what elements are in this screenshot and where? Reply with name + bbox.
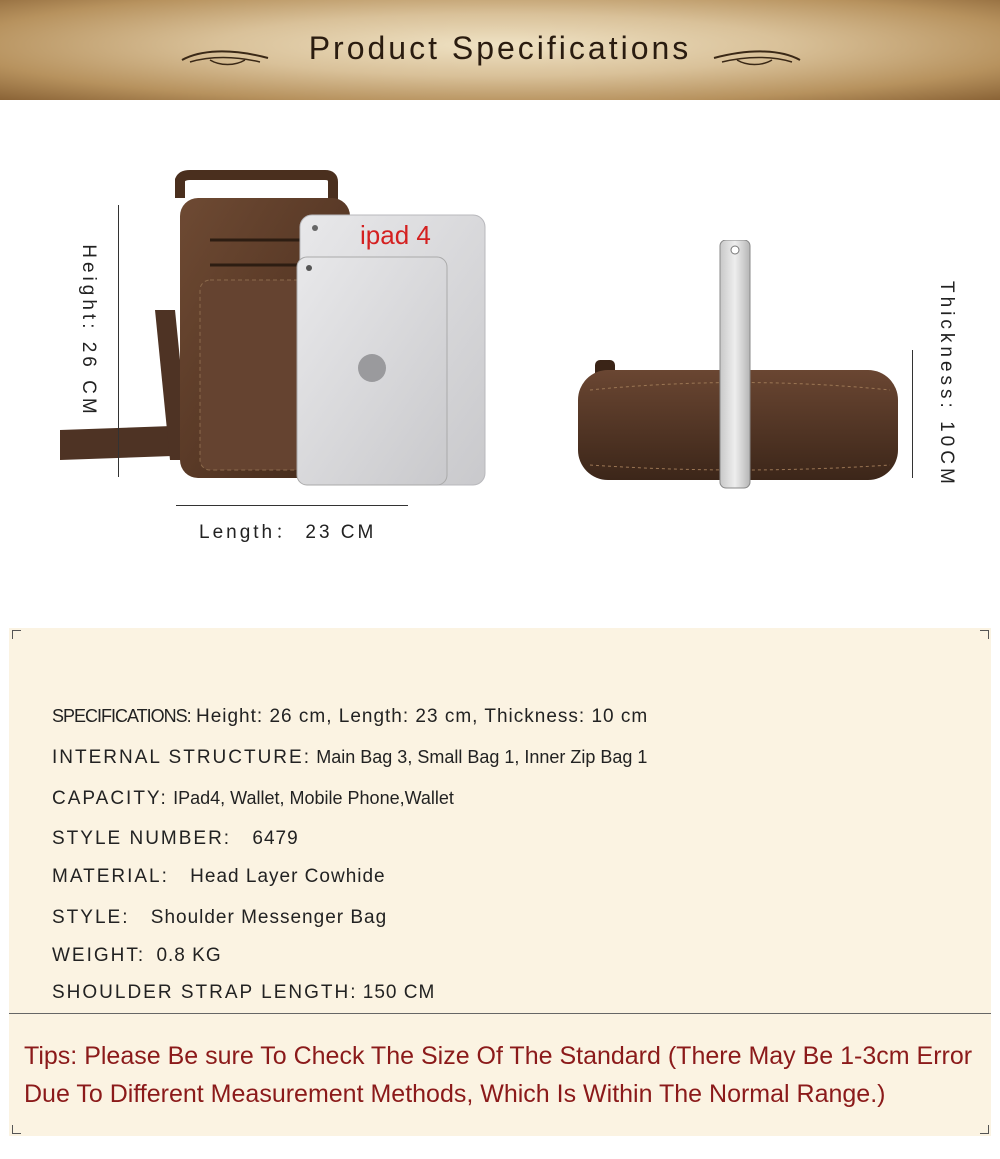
height-label: Height: 26 CM bbox=[78, 244, 99, 418]
spec-key: SHOULDER STRAP LENGTH: bbox=[52, 982, 358, 1003]
spec-value: 150 CM bbox=[362, 982, 436, 1003]
corner-mark-icon bbox=[12, 630, 21, 639]
spec-row-shoulder-strap-length bbox=[52, 982, 435, 1004]
spec-value: Main Bag 3, Small Bag 1, Inner Zip Bag 1 bbox=[316, 747, 648, 767]
spec-key: STYLE: bbox=[52, 907, 130, 928]
length-label: Length： 23 CM bbox=[199, 522, 377, 543]
spec-value: Height: 26 cm, Length: 23 cm, Thickness: 10 cm bbox=[195, 706, 649, 727]
spec-value: 0.8 KG bbox=[156, 945, 222, 966]
spec-value: 6479 bbox=[252, 828, 299, 849]
spec-row-material bbox=[52, 866, 386, 888]
height-dimension-line bbox=[118, 205, 119, 477]
spec-value: Head Layer Cowhide bbox=[190, 866, 386, 887]
thickness-dimension-line bbox=[912, 350, 913, 478]
length-dimension-line bbox=[176, 505, 408, 506]
bag-front-photo bbox=[50, 170, 490, 490]
ipad-label: ipad 4 bbox=[360, 220, 431, 250]
spec-row-capacity bbox=[52, 788, 454, 810]
corner-mark-icon bbox=[980, 630, 989, 639]
spec-key: STYLE NUMBER: bbox=[52, 828, 232, 849]
spec-key: WEIGHT: bbox=[52, 945, 146, 966]
spec-row-style-number bbox=[52, 828, 299, 850]
tips-text: Tips: Please Be sure To Check The Size Of The Standard (There May Be 1-3cm Error Due To Different Measurement Methods, Which Is Within The Normal Range.) bbox=[24, 1042, 973, 1108]
spec-value: Shoulder Messenger Bag bbox=[150, 907, 388, 928]
ornament-right-icon bbox=[712, 46, 802, 70]
spec-row-weight bbox=[52, 945, 222, 967]
thickness-label: Thickness: 10CM bbox=[936, 281, 957, 488]
corner-mark-icon bbox=[12, 1125, 21, 1134]
spec-value: IPad4, Wallet, Mobile Phone,Wallet bbox=[173, 788, 454, 808]
spec-row-style bbox=[52, 907, 387, 929]
spec-key: MATERIAL: bbox=[52, 866, 169, 887]
corner-mark-icon bbox=[980, 1125, 989, 1134]
spec-row-specifications bbox=[52, 706, 648, 728]
spec-key: CAPACITY: bbox=[52, 788, 168, 809]
bag-side-photo bbox=[550, 240, 910, 490]
spec-row-internal-structure bbox=[52, 747, 647, 769]
page-title: Product Specifications bbox=[308, 30, 692, 66]
spec-key: INTERNAL STRUCTURE: bbox=[52, 747, 311, 768]
divider bbox=[9, 1013, 991, 1014]
spec-key: SPECIFICATIONS: bbox=[52, 706, 191, 726]
